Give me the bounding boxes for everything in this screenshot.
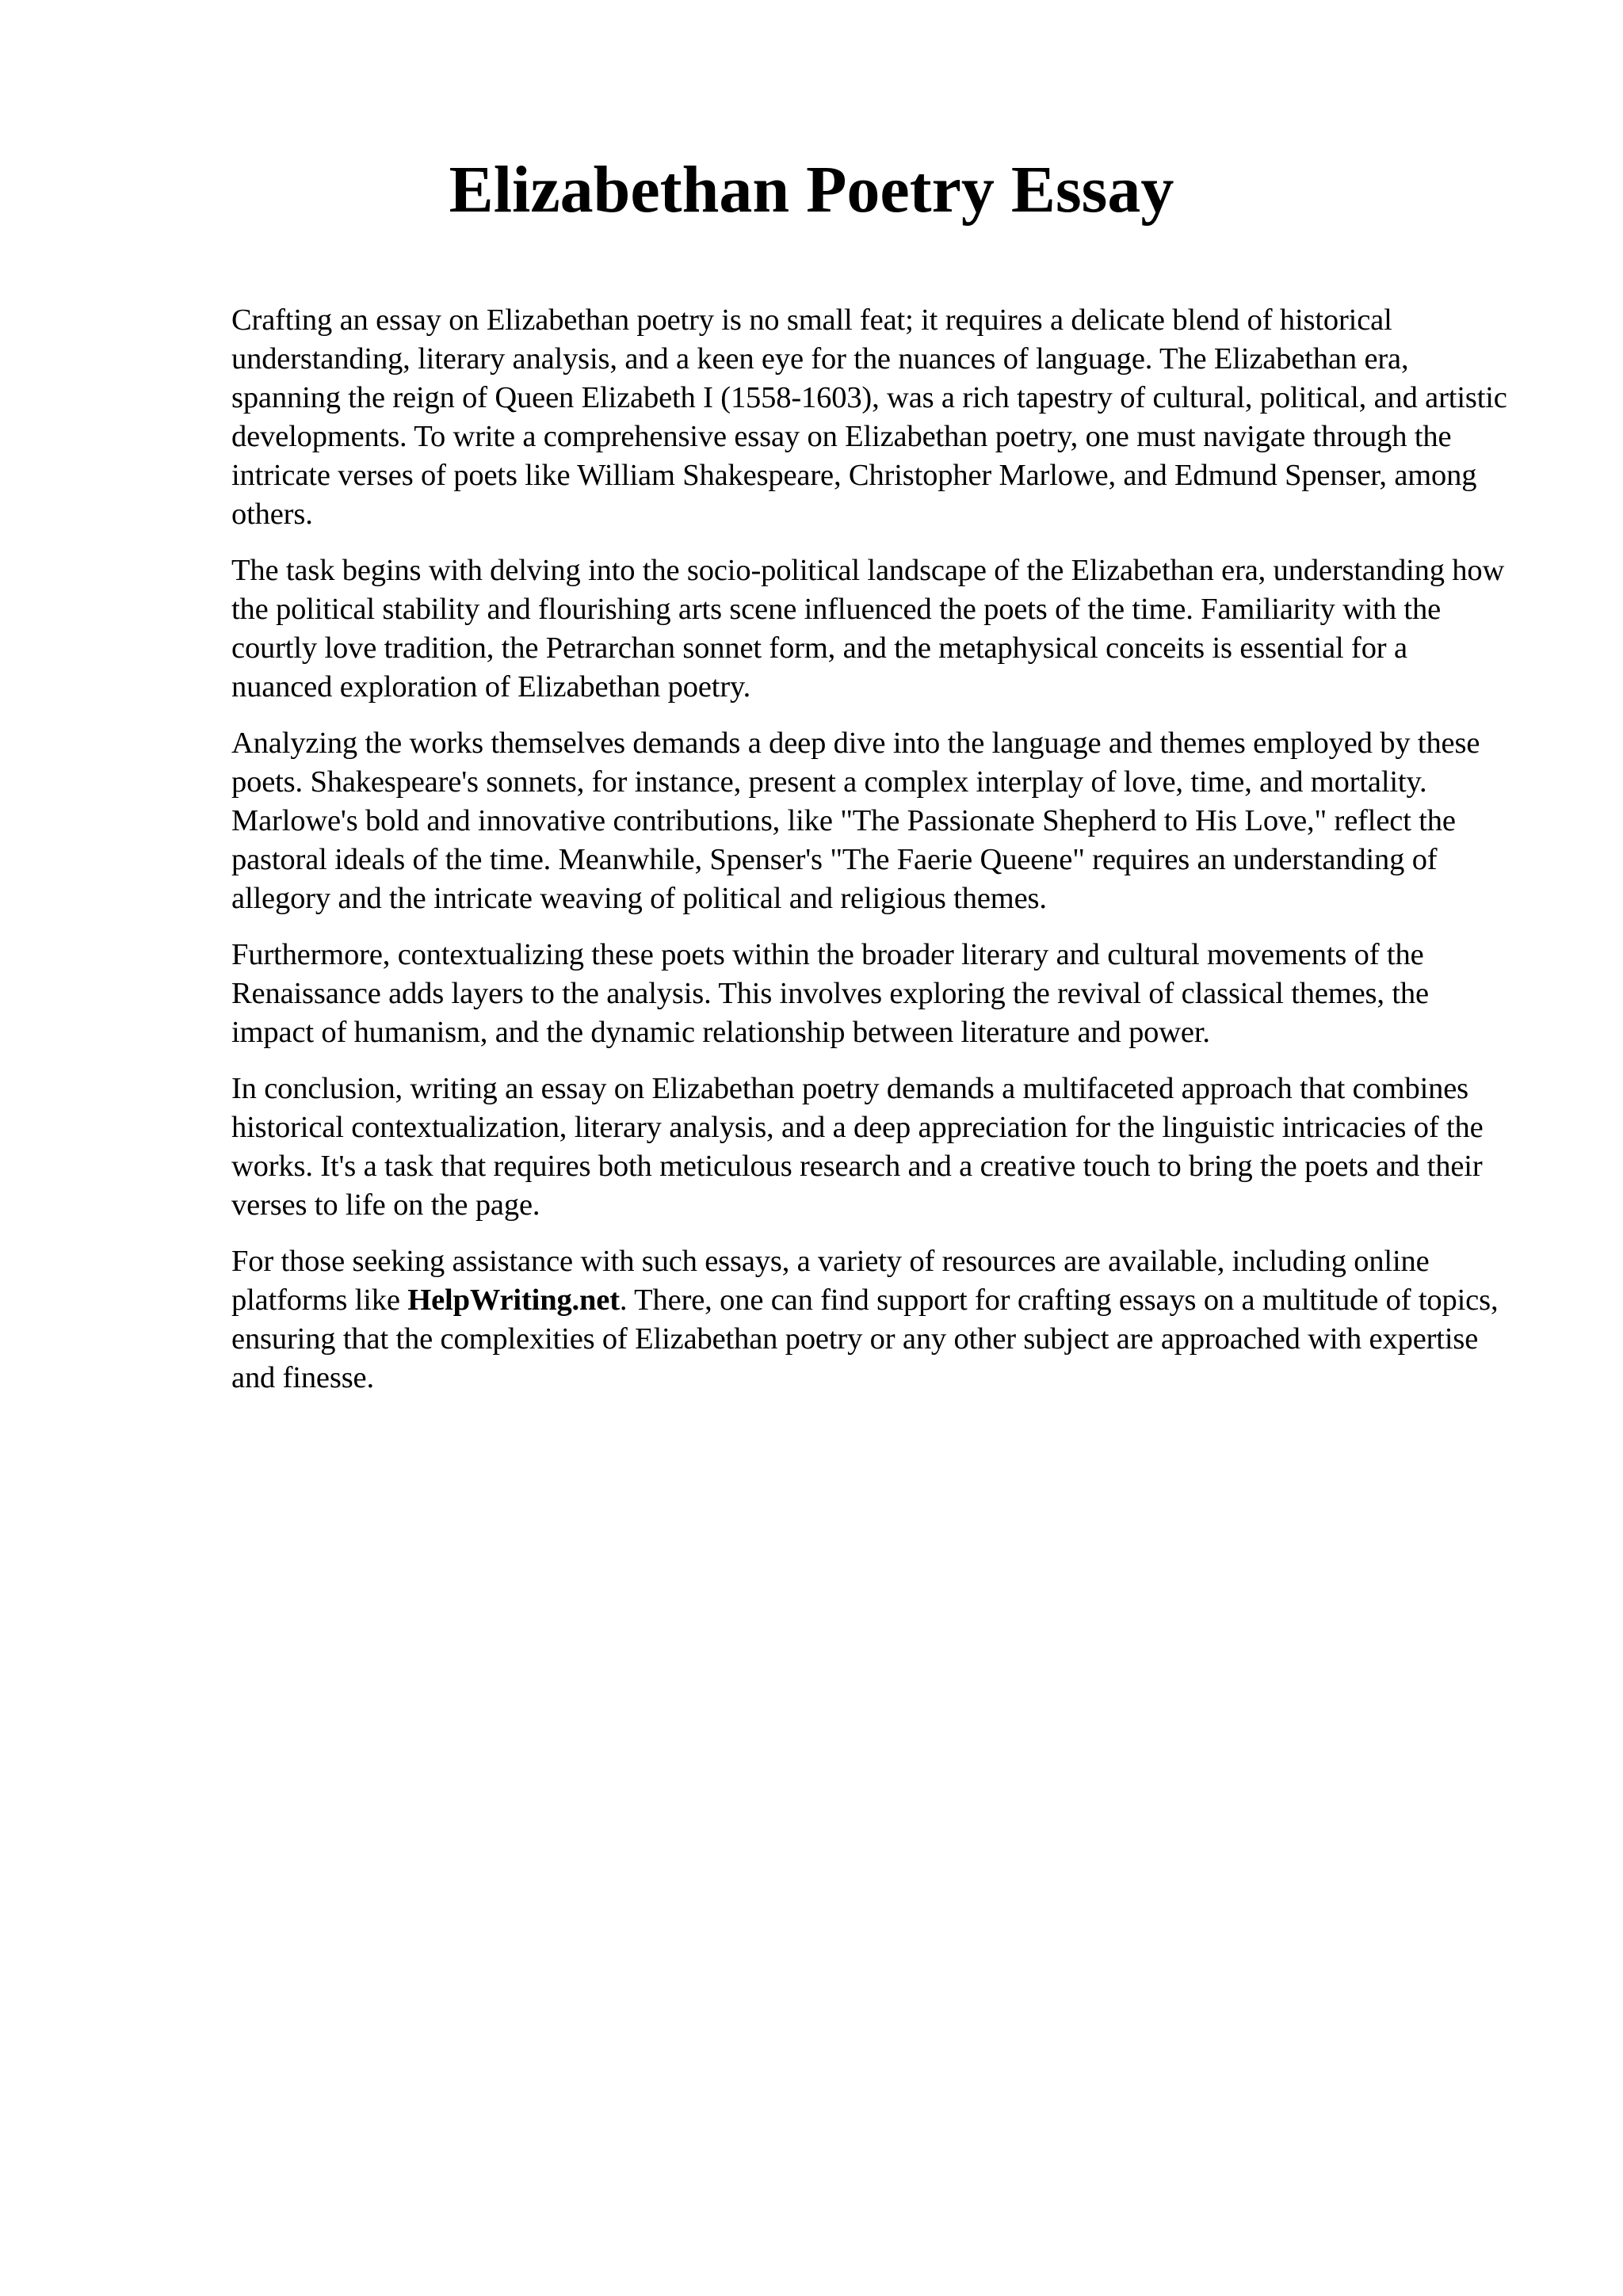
helpwriting-brand-text: HelpWriting.net <box>407 1283 620 1317</box>
paragraph-resources <box>231 1242 1515 1398</box>
paragraph-analysis: Analyzing the works themselves demands a deep dive into the language and themes employed by these poets. Shakespeare's sonnets, for instance, present a complex interplay of love, time, and mortality. Marlowe's bold and innovative contributions, like "The Passionate Shepherd to His Love," reflect the pastoral ideals of the time. Meanwhile, Spenser's "The Faerie Queene" requires an understanding of allegory and the intricate weaving of political and religious themes. <box>231 727 1480 915</box>
paragraph-renaissance: Furthermore, contextualizing these poets within the broader literary and cultural movements of the Renaissance adds layers to the analysis. This involves exploring the revival of classical themes, the impact of humanism, and the dynamic relationship between literature and power. <box>231 938 1429 1049</box>
resources-text-after: . There, one can find support for crafting essays on a multitude of topics, ensuring that the complexities of Elizabethan poetry or any other subject are approached with expertise and finesse. <box>231 1283 1499 1394</box>
essay-body <box>231 301 1515 1398</box>
page-title: Elizabethan Poetry Essay <box>449 153 1174 227</box>
resources-text-before: For those seeking assistance with such essays, a variety of resources are available, including online platforms like <box>231 1245 1430 1317</box>
paragraph-conclusion: In conclusion, writing an essay on Elizabethan poetry demands a multifaceted approach that combines historical contextualization, literary analysis, and a deep appreciation for the linguistic intricacies of the works. It's a task that requires both meticulous research and a creative touch to bring the poets and their verses to life on the page. <box>231 1072 1484 1222</box>
paragraph-context: The task begins with delving into the socio-political landscape of the Elizabethan era, understanding how the political stability and flourishing arts scene influenced the poets of the time. Familiarity with the courtly love tradition, the Petrarchan sonnet form, and the metaphysical conceits is essential for a nuanced exploration of Elizabethan poetry. <box>231 554 1505 704</box>
paragraph-intro: Crafting an essay on Elizabethan poetry is no small feat; it requires a delicate blend of historical understanding, literary analysis, and a keen eye for the nuances of language. The Elizabethan era, spanning the reign of Queen Elizabeth I (1558-1603), was a rich tapestry of cultural, political, and artistic developments. To write a comprehensive essay on Elizabethan poetry, one must navigate through the intricate verses of poets like William Shakespeare, Christopher Marlowe, and Edmund Spenser, among others. <box>231 303 1507 531</box>
